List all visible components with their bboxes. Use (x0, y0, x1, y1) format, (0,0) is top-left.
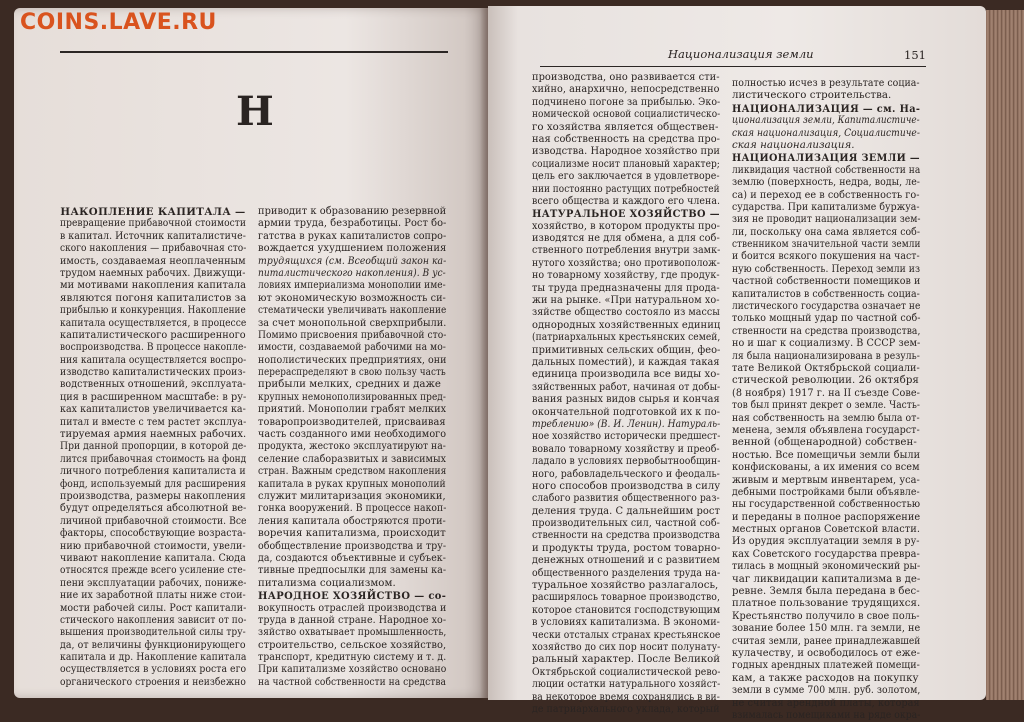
text-line: окончательной подготовкой их к по- (532, 406, 721, 418)
text-line: тате Великой Октябрьской социали- (732, 362, 920, 374)
text-line: но товарному хозяйству, где продук- (532, 270, 720, 282)
text-line: превращение прибавочной стоимости (60, 218, 246, 230)
text-line: капиталистического расширенного (60, 329, 246, 341)
text-line: труда в данной стране. Народное хо- (258, 614, 447, 626)
text-line: считая земли, ранее принадлежавшей (732, 635, 921, 647)
text-line: стического накопления зависит от по- (60, 614, 247, 626)
text-line: факторы, способствующие возраста- (60, 528, 246, 540)
text-line: воречия капитализма, происходит (258, 528, 446, 540)
text-line: ках Советского государства превра- (732, 548, 920, 560)
text-line: стран. Важным средством накопления (258, 466, 447, 478)
text-line: питалистического накопления). В ус- (258, 267, 446, 279)
text-line: питал и вместе с тем растет эксплуа- (60, 416, 247, 428)
text-line: трудом наемных рабочих. Движущи- (60, 267, 246, 279)
text-line: ли, поскольку она сама является соб- (732, 226, 921, 238)
text-line: чески отсталых странах крестьянское (532, 629, 721, 641)
text-line: стематически увеличивать накопление (258, 305, 447, 317)
text-line: транспорт, кредитную систему и т. д. (258, 652, 447, 664)
text-line: зяйственных работ, начиная от добы- (532, 381, 721, 393)
text-line: хозяйство до сих пор носит полунату- (532, 641, 721, 653)
text-line: водственных отношений, эксплуата- (60, 379, 246, 391)
text-line: номической основой социалистическо- (532, 109, 721, 121)
text-line: в условиях капитализма. В экономи- (532, 617, 720, 629)
text-line: осуществляется в условиях роста его (60, 664, 247, 676)
text-line: селение слаборазвитых и зависимых (258, 453, 447, 465)
text-line: перераспределяют в свою пользу часть (258, 367, 446, 379)
text-line: лится прибавочная стоимость на фонд (60, 453, 247, 465)
text-line: являются погоня капиталистов за (60, 292, 247, 304)
text-line: служит милитаризация экономики, (258, 490, 446, 502)
text-line: При данной пропорции, в которой де- (60, 441, 247, 453)
text-line: деления труда. С дальнейшим рост (532, 505, 721, 517)
text-line: НАКОПЛЕНИЕ КАПИТАЛА — (60, 206, 246, 218)
text-line: тируемая армия наемных рабочих. (60, 429, 247, 441)
text-line: нополистических предприятиях, они (258, 354, 447, 366)
text-line: денежных отношений и с развитием (532, 555, 720, 567)
text-line: НАРОДНОЕ ХОЗЯЙСТВО — со- (258, 590, 447, 603)
text-line: дальных поместий), и каждая такая (532, 356, 720, 368)
text-line: ственного потребления внутри замк- (532, 245, 721, 257)
text-line: нии постоянно растущих потребностей (532, 183, 720, 195)
text-line: ное хозяйство исторически предшест- (532, 431, 721, 443)
text-line: живым и мертвым инвентарем, уса- (732, 474, 920, 486)
text-line: фонд, используемый для расширения (60, 478, 246, 490)
text-line: Из орудия эксплуатации земля в ру- (732, 536, 920, 548)
text-line: за счет монопольной сверхприбыли. (258, 317, 447, 329)
text-line: органического строения и неизбежно (60, 676, 246, 688)
text-line: треблению» (В. И. Ленин). Натураль- (532, 418, 721, 430)
text-line: приводит к образованию резервной (258, 206, 447, 217)
text-line: ления капитала обостряются проти- (258, 515, 446, 527)
text-line: единица производила все виды хо- (532, 369, 720, 381)
text-line: и продукты труда, ростом товарно- (532, 542, 721, 554)
text-line: однородных хозяйственных единиц (532, 319, 721, 331)
text-line: ние их заработной платы ниже стои- (60, 590, 246, 602)
text-column-1 (60, 206, 246, 689)
text-line: хозяйство, в котором продукты про- (532, 220, 720, 232)
text-line: да, от величины функционирующего (60, 639, 246, 651)
text-line: платное пользование трудящихся. (732, 598, 921, 610)
text-line: подчинено погоне за прибылью. Эко- (532, 96, 721, 108)
text-line: прибылью и конкуренция. Накопление (60, 305, 246, 317)
text-line: тов был принят декрет о земле. Часть- (732, 400, 920, 412)
text-column-2 (258, 206, 446, 689)
text-line: питализма социализмом. (258, 577, 396, 589)
text-line: чивают накопление капитала. Сюда (60, 552, 246, 564)
text-line: ны государственной собственностью (732, 499, 921, 511)
header-rule-right (540, 66, 926, 67)
text-line: цель его заключается в удовлетворе- (532, 171, 720, 183)
text-line: только мощный удар по частной соб- (732, 313, 921, 325)
text-line: ладало в условиях первобытнообщин- (532, 456, 721, 468)
text-line: общественного разделения труда на- (532, 567, 721, 579)
text-line: производства, оно развивается сти- (532, 72, 720, 83)
text-line: (патриархальных крестьянских семей, (532, 332, 721, 344)
text-line: на частной собственности на средства (258, 676, 446, 688)
text-line: будут определяться абсолютной ве- (60, 503, 247, 515)
text-line: ция в расширенном масштабе: в ру- (60, 391, 247, 403)
text-line: вышения производительной силы тру- (60, 627, 246, 639)
text-line: ственником значительной части земли (732, 239, 921, 251)
text-line: всего общества и каждого его члена. (532, 195, 721, 207)
text-line: гатства в руках капиталистов сопро- (258, 230, 447, 242)
text-line: При капитализме хозяйство основано (258, 664, 447, 676)
text-line: НАЦИОНАЛИЗАЦИЯ ЗЕМЛИ — (732, 152, 920, 165)
text-line: жи на рынке. «При натуральном хо- (532, 295, 720, 307)
header-rule-left (60, 51, 448, 53)
text-line: листического государства означает не (732, 301, 921, 313)
text-line: личиной прибавочной стоимости. Все (60, 515, 247, 527)
text-line: полностью исчез в результате социа- (732, 78, 920, 89)
text-line: изводство капиталистических произ- (60, 367, 246, 379)
text-line: строительство, сельское хозяйство, (258, 639, 447, 651)
text-line: гонка вооружений. В процессе накоп- (258, 503, 447, 515)
text-line: венной (общенародной) собствен- (732, 437, 917, 449)
text-line: расширялось товарное производство, (532, 592, 720, 604)
text-line: социализме носит плановый характер; (532, 158, 720, 170)
text-line: производительных сил, частной соб- (532, 518, 720, 530)
text-line: относятся прежде всего усиление сте- (60, 565, 246, 577)
text-line: стической революции. 26 октября (732, 375, 919, 387)
text-line: обобществление производства и тру- (258, 540, 447, 552)
page-edges (986, 10, 1024, 700)
text-line: ционализация земли, Капиталистиче- (732, 115, 920, 127)
text-line: ная собственность на землю была от- (732, 412, 920, 424)
text-line: Помимо присвоения прибавочной сто- (258, 329, 447, 341)
text-line: ках капиталистов увеличивается ка- (60, 404, 246, 416)
text-line: ностью. Все помещичьи земли были (732, 449, 921, 461)
text-line: ния капитала осуществляется воспро- (60, 354, 247, 366)
text-line: производства, размеры накопления (60, 490, 246, 502)
text-line: дебными постройками были объявле- (732, 486, 920, 498)
text-line: капитала и др. Накопление капитала (60, 652, 247, 664)
text-line: товаропроизводителей, присваивая (258, 416, 446, 428)
text-line: приятий. Монополии грабят мелких (258, 404, 447, 416)
text-line: го хозяйства является обществен- (532, 121, 719, 133)
text-line: зяйство охватывает промышленность, (258, 627, 447, 639)
text-line: продукта, жестоко эксплуатируют на- (258, 441, 446, 453)
text-line: вания разных видов сырья и кончая (532, 394, 720, 406)
text-line: земли в сумме 700 млн. руб. золотом, (732, 685, 921, 697)
text-line: ственности на средства производства (532, 530, 721, 542)
text-column-4 (732, 78, 920, 722)
text-line: вождается ухудшением положения (258, 243, 447, 255)
text-line: нию прибавочной стоимости, увели- (60, 540, 246, 552)
text-line: местных органов Советской власти. (732, 524, 920, 536)
text-line: зия не проводит национализации зем- (732, 214, 921, 226)
text-line: кулачеству, и освободилось от еже- (732, 647, 920, 659)
text-line: вовало товарному хозяйству и преоб- (532, 443, 720, 455)
text-line: сударства. При капитализме буржуа- (732, 201, 920, 213)
text-line: имость, создаваемая неоплаченным (60, 255, 246, 267)
text-line: пени эксплуатации рабочих, пониже- (60, 577, 247, 589)
text-line: люции остатки натурального хозяйст- (532, 679, 721, 691)
text-line: и боится всякого покушения на част- (732, 251, 920, 263)
text-line: ная собственность на средства про- (532, 133, 721, 145)
text-line: ская национализация. (732, 139, 855, 151)
text-line: кам, а также расходов на покупку (732, 672, 919, 684)
text-line: ют экономическую возможность си- (258, 292, 446, 304)
text-line: взималась помещиками на ряде окра- (732, 709, 921, 721)
text-line: НАТУРАЛЬНОЕ ХОЗЯЙСТВО — (532, 208, 720, 221)
text-line: имости, создаваемой рабочими на мо- (258, 342, 446, 354)
text-line: тилась в мощный экономический ры- (732, 561, 921, 573)
text-line: чаг ликвидации капитализма в де- (732, 573, 921, 585)
text-line: годных арендных платежей помещи- (732, 660, 920, 672)
text-line: армии труда, безработицы. Рост бо- (258, 218, 447, 230)
text-line: ты труда предназначены для прода- (532, 282, 720, 294)
text-line: ного способов производства в силу (532, 480, 721, 492)
page-number: 151 (904, 48, 926, 62)
text-line: капитала осуществляется, в процессе (60, 317, 247, 329)
text-line: ную собственность. Переход земли из (732, 263, 921, 275)
text-line: не считая арендной платы, которая (732, 697, 920, 709)
text-line: Крестьянство получило в свое поль- (732, 610, 920, 622)
text-line: са) и переход ее в собственность го- (732, 189, 920, 201)
text-line: частной собственности помещиков и (732, 276, 921, 288)
text-line: примитивных сельских общин, фео- (532, 344, 721, 356)
text-line: ля была национализирована в резуль- (732, 350, 920, 362)
section-letter: Н (236, 88, 274, 135)
text-line: хийно, анархично, непосредственно (532, 84, 720, 96)
text-line: ская национализация, Социалистиче- (732, 127, 920, 139)
text-line: (8 ноября) 1917 г. на II съезде Сове- (732, 387, 920, 399)
text-line: капитала в руках крупных монополий (258, 478, 446, 490)
text-line: Октябрьской социалистической рево- (532, 666, 721, 678)
text-line: землю (поверхность, недра, воды, ле- (732, 177, 921, 189)
text-line: зование более 150 млн. га земли, не (732, 623, 921, 635)
text-line: мости рабочей силы. Рост капитали- (60, 602, 247, 614)
text-line: трудящихся (см. Всеобщий закон ка- (258, 255, 447, 267)
text-line: личного потребления капиталиста и (60, 466, 246, 478)
text-line: капиталистов в собственность социа- (732, 288, 920, 300)
text-column-3 (532, 72, 720, 716)
text-line: ми мотивами накопления капитала (60, 280, 246, 292)
text-line: ного, рабовладельческого и феодаль- (532, 468, 720, 480)
text-line: ральный характер. После Великой (532, 654, 721, 666)
text-line: которое становится господствующим (532, 604, 721, 616)
text-line: слабого развития общественного раз- (532, 493, 720, 505)
text-line: менена, земля объявлена государст- (732, 424, 920, 436)
text-line: изводятся не для обмена, а для соб- (532, 233, 720, 245)
text-line: ревне. Земля была передана в бес- (732, 586, 920, 598)
text-line: НАЦИОНАЛИЗАЦИЯ — см. На- (732, 102, 921, 115)
text-line: часть созданного ими необходимого (258, 429, 447, 441)
text-line: крупных немонополизированных пред- (258, 391, 446, 403)
text-line: изводства. Народное хозяйство при (532, 146, 721, 158)
text-line: ва некоторое время сохранялись в ви- (532, 691, 720, 703)
text-line: листического строительства. (732, 90, 892, 102)
text-line: но и шаг к социализму. В СССР зем- (732, 338, 921, 350)
text-line: воспроизводства. В процессе накопле- (60, 342, 247, 354)
text-line: ского накопления — прибавочная сто- (60, 243, 247, 255)
text-line: в капитал. Источник капиталистиче- (60, 230, 246, 242)
text-line: конфискованы, а их имения со всем (732, 462, 920, 474)
text-line: де патриархального уклада, который (532, 703, 720, 715)
text-line: вокупность отраслей производства и (258, 602, 447, 614)
text-line: да, создаются объективные и субъек- (258, 552, 446, 564)
text-line: ловиях империализма монополии име- (258, 280, 446, 292)
running-head: Национализация земли (668, 47, 814, 61)
text-line: тивные предпосылки для замены ка- (258, 565, 447, 577)
text-line: нутого хозяйства; оно противополож- (532, 257, 720, 269)
text-line: туральное хозяйство разлагалось, (532, 580, 719, 592)
text-line: зяйстве общество состояло из массы (532, 307, 720, 319)
watermark: COINS.LAVE.RU (20, 10, 217, 35)
text-line: прибыли мелких, средних и даже (258, 379, 442, 391)
text-line: ственности на средства производства, (732, 325, 921, 337)
text-line: ликвидация частной собственности на (732, 164, 921, 176)
text-line: и переданы в полное распоряжение (732, 511, 921, 523)
